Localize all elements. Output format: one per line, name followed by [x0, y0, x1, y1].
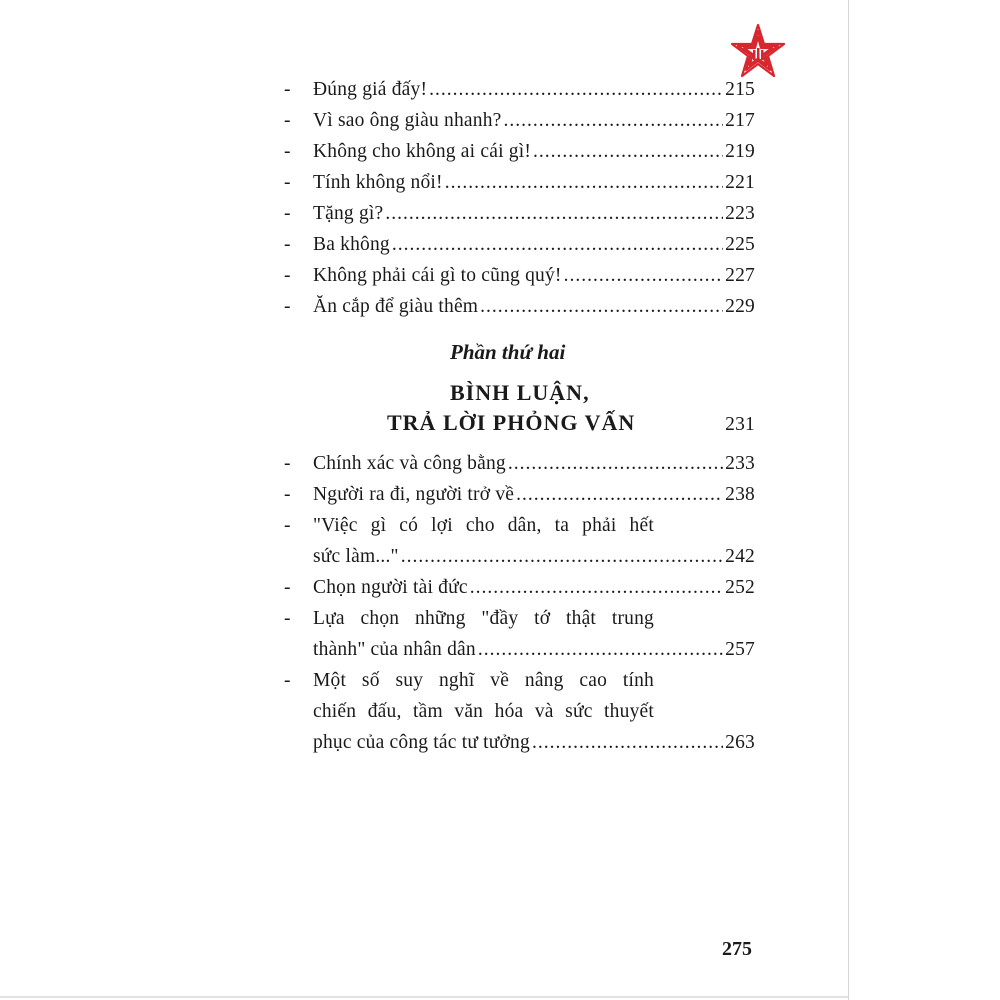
toc-entry — [280, 260, 755, 291]
section-kicker: Phần thứ hai — [450, 340, 566, 364]
entry-title: Tính không nổi! — [313, 172, 443, 193]
entry-title: Một số suy nghĩ về nâng cao tính — [313, 670, 654, 691]
entry-title: Người ra đi, người trở về — [313, 484, 515, 505]
publisher-star-logo-icon — [728, 22, 788, 82]
entry-title-continued: thành" của nhân dân — [313, 639, 476, 660]
entry-page: 225 — [725, 234, 755, 255]
toc-entry — [280, 572, 755, 603]
dot-leader — [470, 572, 723, 603]
entry-dash: - — [284, 141, 291, 162]
toc-entry — [280, 510, 755, 572]
entry-dash: - — [284, 296, 291, 317]
entry-dash: - — [284, 484, 291, 505]
toc-entry — [280, 291, 755, 322]
entry-title: Ăn cắp để giàu thêm — [313, 296, 479, 317]
entry-title: Đúng giá đấy! — [313, 79, 428, 100]
dot-leader — [532, 727, 723, 758]
entry-page: 217 — [725, 110, 755, 131]
entry-dash: - — [284, 453, 291, 474]
toc-entry — [280, 136, 755, 167]
entry-dash: - — [284, 265, 291, 286]
dot-leader — [516, 479, 723, 510]
entry-title: Lựa chọn những "đầy tớ thật trung — [313, 608, 654, 629]
entry-title: Ba không — [313, 234, 390, 255]
page-bottom-edge — [0, 996, 848, 998]
entry-title-continued: chiến đấu, tầm văn hóa và sức thuyết — [313, 701, 654, 722]
section-title-line1: BÌNH LUẬN, — [450, 380, 590, 405]
entry-page: 223 — [725, 203, 755, 224]
entry-dash: - — [284, 79, 291, 100]
dot-leader — [429, 74, 723, 105]
entry-title: Vì sao ông giàu nhanh? — [313, 110, 502, 131]
entry-dash: - — [284, 577, 291, 598]
dot-leader — [533, 136, 723, 167]
entry-dash: - — [284, 515, 291, 536]
section-title-line2: TRẢ LỜI PHỎNG VẤN — [387, 410, 636, 435]
entry-page: 229 — [725, 296, 755, 317]
dot-leader — [508, 448, 723, 479]
toc-entry — [280, 167, 755, 198]
entry-dash: - — [284, 110, 291, 131]
toc-entry — [280, 448, 755, 479]
entry-page: 257 — [725, 639, 755, 660]
entry-page: 233 — [725, 453, 755, 474]
entry-page: 219 — [725, 141, 755, 162]
dot-leader — [564, 260, 724, 291]
page-number: 275 — [722, 938, 752, 960]
dot-leader — [392, 229, 723, 260]
dot-leader — [504, 105, 724, 136]
entry-page: 238 — [725, 484, 755, 505]
entry-dash: - — [284, 670, 291, 691]
entry-page: 242 — [725, 546, 755, 567]
toc-entry — [280, 479, 755, 510]
entry-dash: - — [284, 608, 291, 629]
entry-title: Chọn người tài đức — [313, 577, 468, 598]
entry-page: 263 — [725, 732, 755, 753]
entry-title: Chính xác và công bằng — [313, 453, 506, 474]
page-edge — [848, 0, 849, 1000]
entry-dash: - — [284, 172, 291, 193]
entry-page: 221 — [725, 172, 755, 193]
dot-leader — [385, 198, 723, 229]
toc-entry — [280, 74, 755, 105]
section-page: 231 — [725, 414, 755, 435]
toc-entry — [280, 198, 755, 229]
dot-leader — [445, 167, 723, 198]
entry-title: "Việc gì có lợi cho dân, ta phải hết — [313, 515, 654, 536]
entry-title-continued: phục của công tác tư tưởng — [313, 732, 530, 753]
entry-page: 252 — [725, 577, 755, 598]
entry-title: Không cho không ai cái gì! — [313, 141, 532, 162]
toc-entry — [280, 665, 755, 758]
toc-entry — [280, 603, 755, 665]
entry-title-continued: sức làm..." — [313, 546, 399, 567]
toc-entry — [280, 105, 755, 136]
entry-dash: - — [284, 203, 291, 224]
toc-entry — [280, 229, 755, 260]
dot-leader — [480, 291, 723, 322]
entry-title: Không phải cái gì to cũng quý! — [313, 265, 562, 286]
dot-leader — [401, 541, 723, 572]
entry-dash: - — [284, 234, 291, 255]
entry-page: 215 — [725, 79, 755, 100]
entry-title: Tặng gì? — [313, 203, 384, 224]
entry-page: 227 — [725, 265, 755, 286]
section-title-row — [280, 410, 755, 436]
dot-leader — [478, 634, 723, 665]
